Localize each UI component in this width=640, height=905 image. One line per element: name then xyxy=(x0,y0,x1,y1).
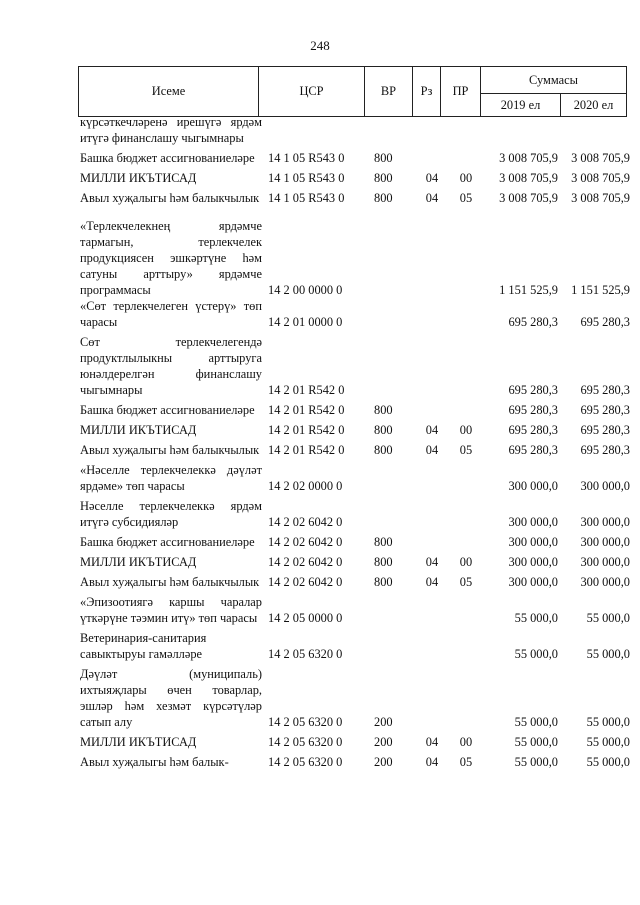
table-row xyxy=(80,534,630,550)
row-sum-2020: 55 000,0 xyxy=(586,735,630,749)
row-vr: 800 xyxy=(374,443,393,457)
row-sum-2020: 55 000,0 xyxy=(586,755,630,769)
header-name: Исеме xyxy=(79,67,259,117)
table-row xyxy=(80,334,630,398)
row-csr: 14 2 02 0000 0 xyxy=(268,479,343,493)
row-name: «Эпизоотиягә каршы чаралар үткәрүне тәэмин итү» төп чарасы xyxy=(80,595,262,625)
table-row xyxy=(80,114,630,146)
row-sum-2019: 55 000,0 xyxy=(514,715,558,729)
row-pr: 05 xyxy=(459,755,473,769)
row-vr: 800 xyxy=(374,575,393,589)
row-sum-2020: 695 280,3 xyxy=(580,443,630,457)
row-rz: 04 xyxy=(425,423,439,437)
row-name: күрсәткечләренә ирешүгә ярдәм итүгә финанслашу чыгымнары xyxy=(80,115,262,145)
row-rz: 04 xyxy=(425,443,439,457)
row-rz: 04 xyxy=(425,171,439,185)
row-csr: 14 2 05 6320 0 xyxy=(268,647,343,661)
table-row xyxy=(80,190,630,206)
row-sum-2020: 55 000,0 xyxy=(586,715,630,729)
row-name: Дәүләт (муниципаль) ихтыяҗлары өчен товарлар, эшләр һәм хезмәт күрсәтүләр сатып алу xyxy=(80,667,262,729)
table-row xyxy=(80,298,630,330)
row-name: Авыл хуҗалыгы һәм балыкчылык xyxy=(80,191,260,205)
row-sum-2019: 1 151 525,9 xyxy=(499,283,558,297)
row-sum-2019: 695 280,3 xyxy=(508,315,558,329)
row-csr: 14 1 05 R543 0 xyxy=(268,151,345,165)
row-csr: 14 2 02 6042 0 xyxy=(268,555,343,569)
row-csr: 14 1 05 R543 0 xyxy=(268,191,345,205)
row-csr: 14 2 02 6042 0 xyxy=(268,535,343,549)
row-csr: 14 2 00 0000 0 xyxy=(268,283,343,297)
row-csr: 14 2 01 0000 0 xyxy=(268,315,343,329)
header-vr: ВР xyxy=(365,67,413,117)
table-header xyxy=(78,66,627,117)
row-csr: 14 1 05 R543 0 xyxy=(268,171,345,185)
row-pr: 05 xyxy=(459,191,473,205)
row-rz: 04 xyxy=(425,755,439,769)
row-csr: 14 2 05 6320 0 xyxy=(268,735,343,749)
table-row xyxy=(80,150,630,166)
row-pr: 00 xyxy=(459,423,473,437)
row-vr: 800 xyxy=(374,555,393,569)
row-name: МИЛЛИ ИКЪТИСАД xyxy=(80,555,197,569)
page-number: 248 xyxy=(310,38,330,53)
row-sum-2019: 55 000,0 xyxy=(514,647,558,661)
row-name: «Нәселле терлекчелеккә дәүләт ярдәме» төп чарасы xyxy=(80,463,262,493)
row-pr: 00 xyxy=(459,171,473,185)
row-name: Башка бюджет ассигнованиеләре xyxy=(80,151,255,165)
row-sum-2020: 695 280,3 xyxy=(580,315,630,329)
row-vr: 800 xyxy=(374,171,393,185)
table-row xyxy=(80,218,630,298)
table-row xyxy=(80,498,630,530)
row-sum-2020: 3 008 705,9 xyxy=(571,191,630,205)
table-row xyxy=(80,754,630,770)
row-sum-2019: 300 000,0 xyxy=(508,479,558,493)
row-sum-2019: 55 000,0 xyxy=(514,611,558,625)
table-row xyxy=(80,170,630,186)
row-sum-2020: 695 280,3 xyxy=(580,403,630,417)
row-name: «Сөт терлекчелеген үстерү» төп чарасы xyxy=(80,299,262,329)
row-vr: 800 xyxy=(374,423,393,437)
row-csr: 14 2 05 6320 0 xyxy=(268,755,343,769)
row-name: Сөт терлекчелегендә продуктлылыкны арттыруга юнәлдерелгән финанслашу чыгымнары xyxy=(80,335,262,397)
row-sum-2019: 695 280,3 xyxy=(508,403,558,417)
row-pr: 05 xyxy=(459,575,473,589)
row-pr: 00 xyxy=(459,555,473,569)
row-sum-2019: 695 280,3 xyxy=(508,423,558,437)
table-row xyxy=(80,402,630,418)
row-csr: 14 2 02 6042 0 xyxy=(268,515,343,529)
table-row xyxy=(80,422,630,438)
row-name: МИЛЛИ ИКЪТИСАД xyxy=(80,171,197,185)
row-name: «Терлекчелекнең ярдәмче тармагын, терлекчелек продукциясен эшкәртүне һәм сатуны арттыру» ярдәмче программасы xyxy=(80,219,262,297)
row-sum-2020: 300 000,0 xyxy=(580,479,630,493)
header-year-2019: 2019 ел xyxy=(481,94,561,117)
row-sum-2020: 300 000,0 xyxy=(580,535,630,549)
table-row xyxy=(80,594,630,626)
row-sum-2019: 3 008 705,9 xyxy=(499,171,558,185)
row-sum-2019: 55 000,0 xyxy=(514,735,558,749)
table-row xyxy=(80,462,630,494)
row-csr: 14 2 01 R542 0 xyxy=(268,383,345,397)
row-sum-2020: 300 000,0 xyxy=(580,515,630,529)
row-name: Башка бюджет ассигнованиеләре xyxy=(80,535,255,549)
row-sum-2019: 3 008 705,9 xyxy=(499,151,558,165)
row-sum-2019: 300 000,0 xyxy=(508,515,558,529)
row-sum-2020: 55 000,0 xyxy=(586,647,630,661)
row-csr: 14 2 02 6042 0 xyxy=(268,575,343,589)
row-sum-2019: 55 000,0 xyxy=(514,755,558,769)
row-csr: 14 2 05 0000 0 xyxy=(268,611,343,625)
row-name: МИЛЛИ ИКЪТИСАД xyxy=(80,423,197,437)
row-sum-2019: 300 000,0 xyxy=(508,535,558,549)
table-row xyxy=(80,734,630,750)
row-sum-2019: 3 008 705,9 xyxy=(499,191,558,205)
row-name: Башка бюджет ассигнованиеләре xyxy=(80,403,255,417)
row-name: МИЛЛИ ИКЪТИСАД xyxy=(80,735,197,749)
row-sum-2020: 300 000,0 xyxy=(580,555,630,569)
row-sum-2019: 300 000,0 xyxy=(508,555,558,569)
header-csr: ЦСР xyxy=(259,67,365,117)
row-vr: 800 xyxy=(374,403,393,417)
row-name: Авыл хуҗалыгы һәм балык- xyxy=(80,755,229,769)
row-vr: 800 xyxy=(374,151,393,165)
table-row xyxy=(80,574,630,590)
row-rz: 04 xyxy=(425,575,439,589)
row-sum-2020: 3 008 705,9 xyxy=(571,171,630,185)
row-vr: 800 xyxy=(374,191,393,205)
row-vr: 800 xyxy=(374,535,393,549)
row-rz: 04 xyxy=(425,191,439,205)
header-year-2020: 2020 ел xyxy=(561,94,627,117)
row-csr: 14 2 01 R542 0 xyxy=(268,423,345,437)
row-vr: 200 xyxy=(374,755,393,769)
row-sum-2019: 695 280,3 xyxy=(508,383,558,397)
table-row xyxy=(80,442,630,458)
row-vr: 200 xyxy=(374,715,393,729)
row-sum-2020: 3 008 705,9 xyxy=(571,151,630,165)
row-sum-2020: 695 280,3 xyxy=(580,423,630,437)
table-body xyxy=(80,114,630,770)
row-sum-2019: 695 280,3 xyxy=(508,443,558,457)
row-csr: 14 2 01 R542 0 xyxy=(268,403,345,417)
row-sum-2020: 300 000,0 xyxy=(580,575,630,589)
row-name: Авыл хуҗалыгы һәм балыкчылык xyxy=(80,443,260,457)
header-sums: Суммасы xyxy=(481,67,627,94)
row-name: Ветеринария-санитария савыктыруы гамәлләре xyxy=(80,631,207,661)
header-pr: ПР xyxy=(441,67,481,117)
row-rz: 04 xyxy=(425,735,439,749)
row-csr: 14 2 05 6320 0 xyxy=(268,715,343,729)
row-csr: 14 2 01 R542 0 xyxy=(268,443,345,457)
header-rz: Рз xyxy=(413,67,441,117)
table-row xyxy=(80,630,630,662)
row-sum-2020: 695 280,3 xyxy=(580,383,630,397)
row-rz: 04 xyxy=(425,555,439,569)
row-sum-2020: 1 151 525,9 xyxy=(571,283,630,297)
row-pr: 00 xyxy=(459,735,473,749)
table-row xyxy=(80,666,630,730)
row-pr: 05 xyxy=(459,443,473,457)
row-name: Авыл хуҗалыгы һәм балыкчылык xyxy=(80,575,260,589)
row-name: Нәселле терлекчелеккә ярдәм итүгә субсидияләр xyxy=(80,499,262,529)
row-sum-2019: 300 000,0 xyxy=(508,575,558,589)
row-vr: 200 xyxy=(374,735,393,749)
table-row xyxy=(80,554,630,570)
row-sum-2020: 55 000,0 xyxy=(586,611,630,625)
